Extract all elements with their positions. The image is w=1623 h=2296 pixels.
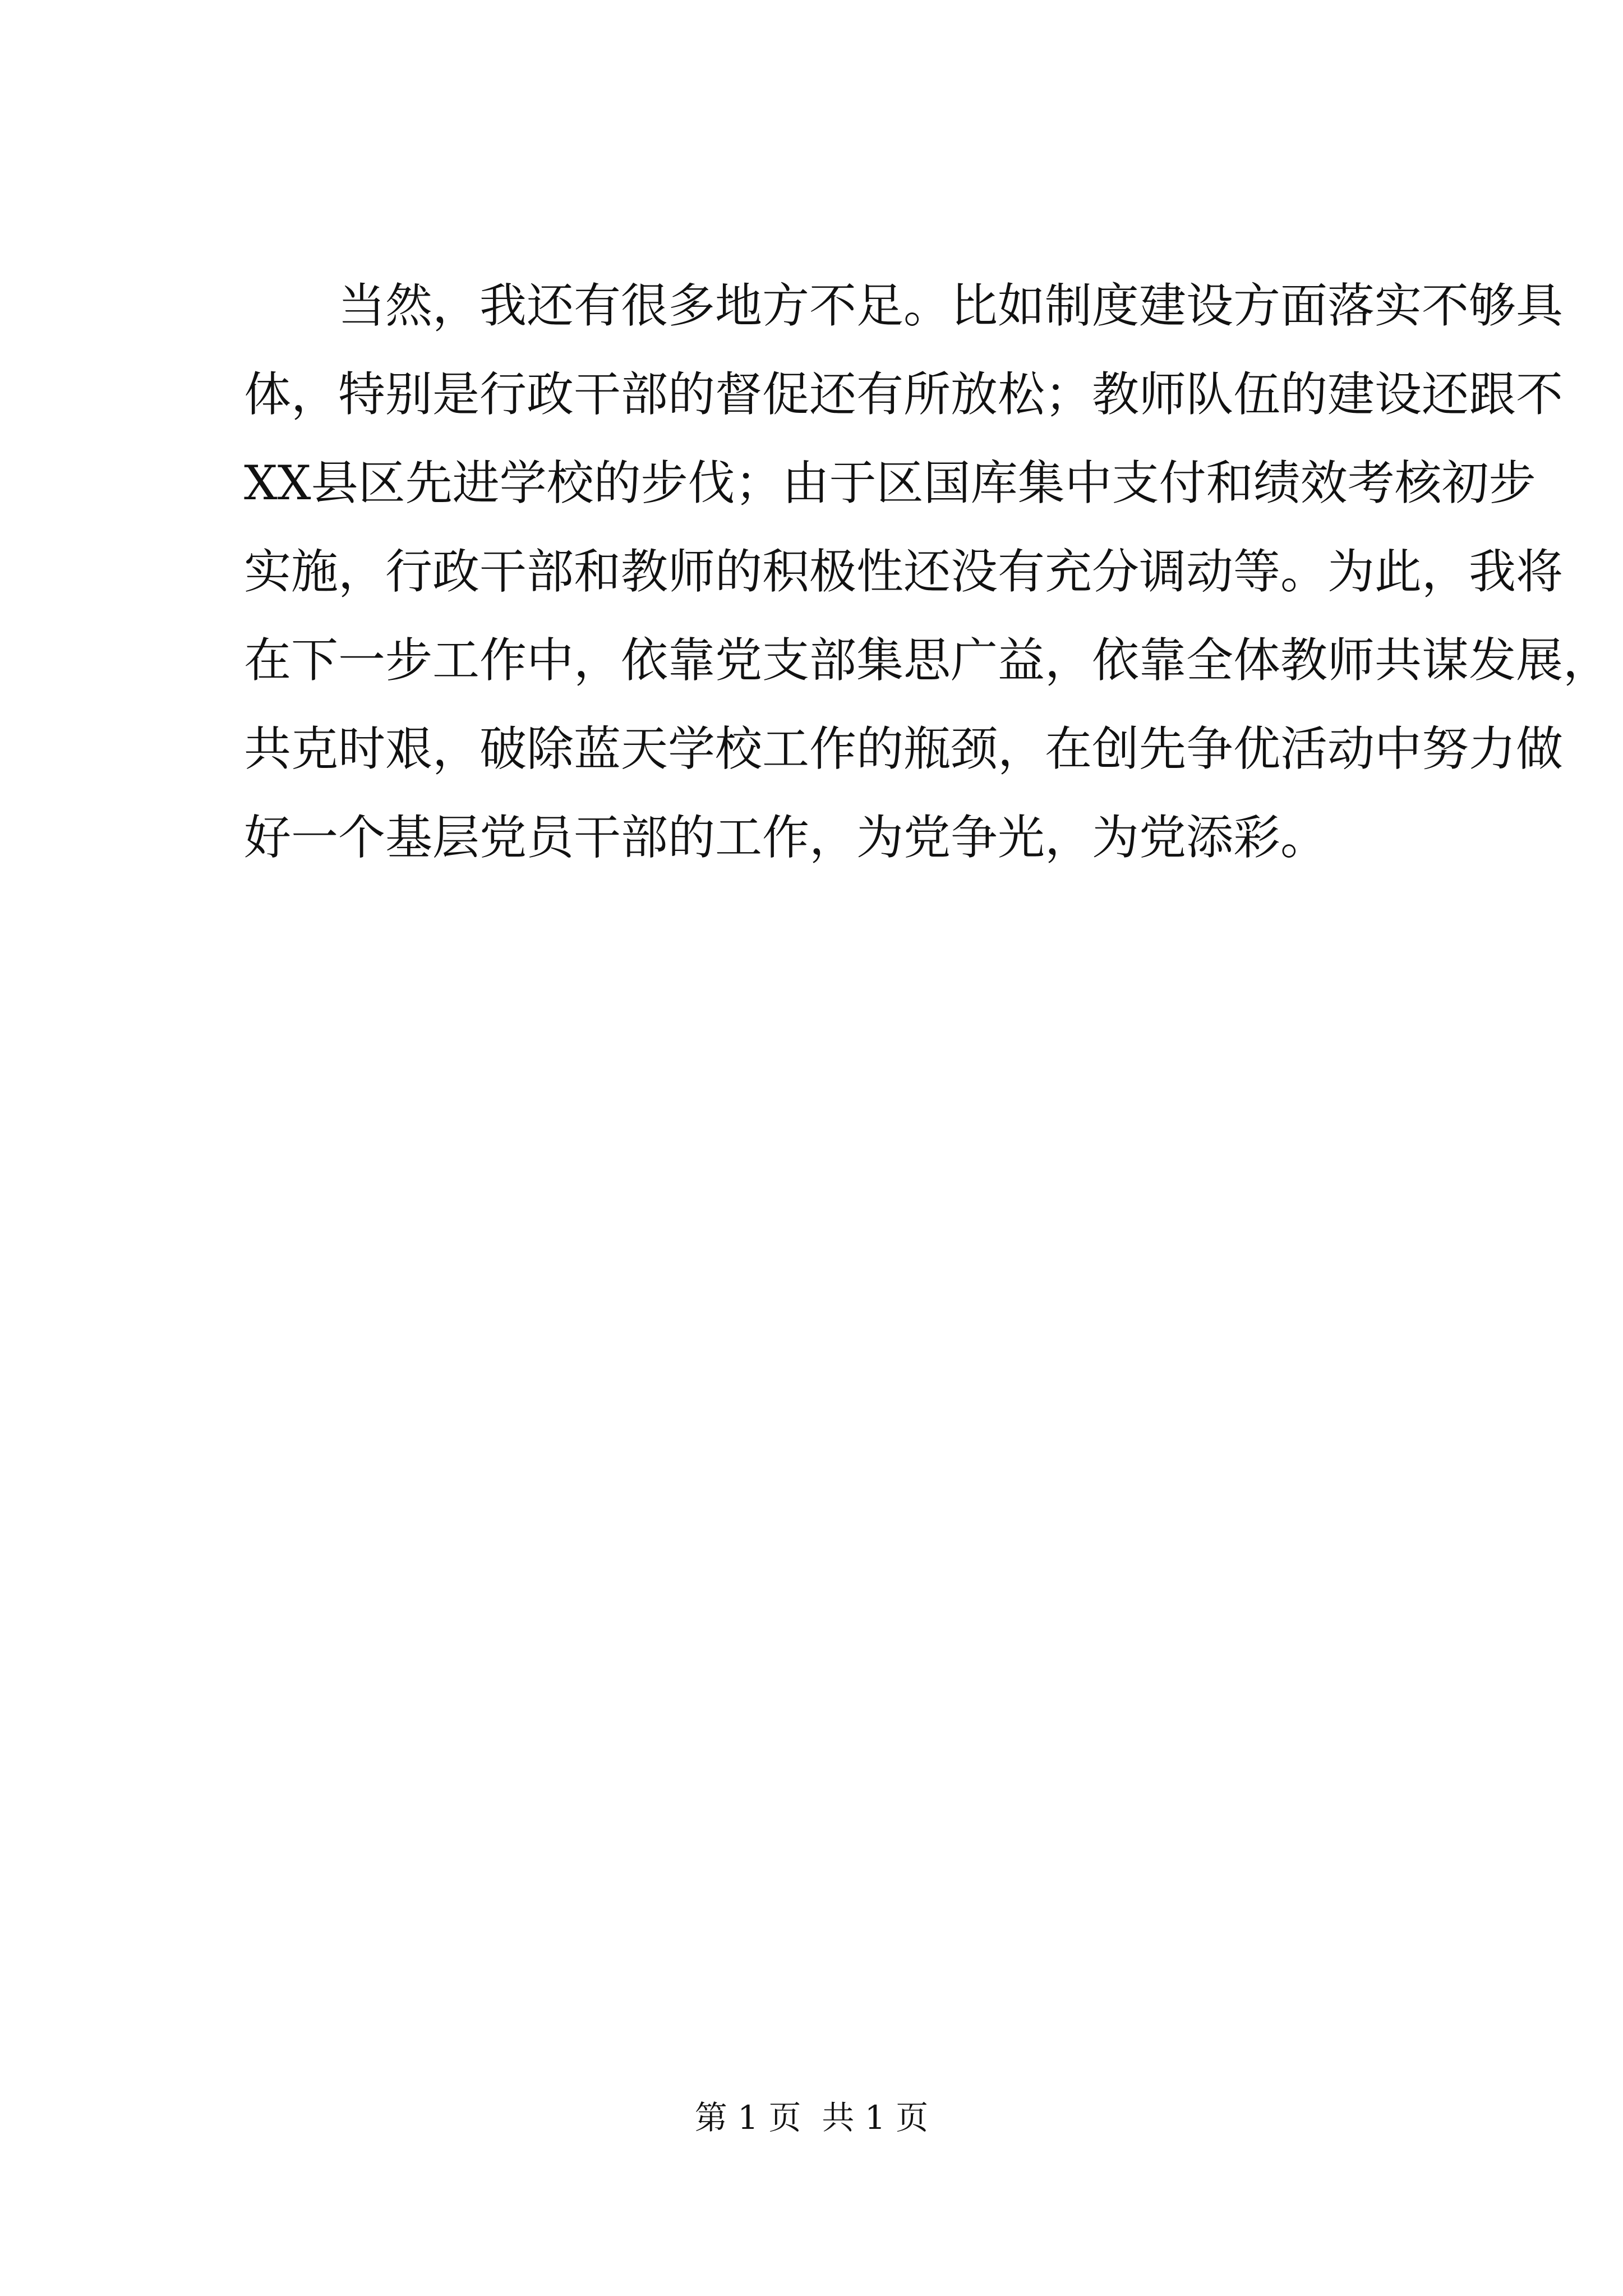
- paragraph-line: 共克时艰，破除蓝天学校工作的瓶颈，在创先争优活动中努力做: [244, 721, 1564, 776]
- paragraph-line: XX县区先进学校的步伐；由于区国库集中支付和绩效考核初步: [244, 455, 1536, 510]
- page-number-footer: 第 1 页 共 1 页: [694, 2099, 929, 2137]
- paragraph-line: 好一个基层党员干部的工作，为党争光，为党添彩。: [244, 810, 1328, 865]
- paragraph-line: 在下一步工作中，依靠党支部集思广益，依靠全体教师共谋发展，: [244, 633, 1611, 688]
- paragraph-line: 体，特别是行政干部的督促还有所放松；教师队伍的建设还跟不: [244, 367, 1564, 422]
- paragraph-line: 实施，行政干部和教师的积极性还没有充分调动等。为此，我将: [244, 544, 1564, 599]
- paragraph-line: 当然，我还有很多地方不足。比如制度建设方面落实不够具: [338, 278, 1564, 333]
- body-paragraph: [244, 261, 1611, 882]
